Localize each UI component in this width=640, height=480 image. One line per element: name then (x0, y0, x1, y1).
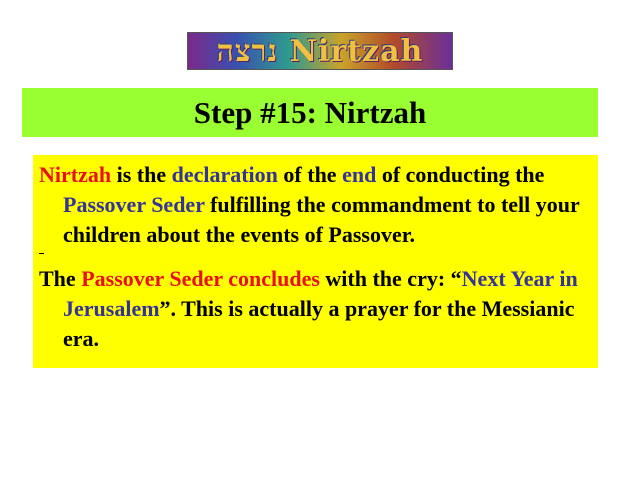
term-nirtzah: Nirtzah (39, 162, 112, 187)
page-title: Step #15: Nirtzah (193, 94, 427, 130)
term-passover-seder: Passover Seder (63, 192, 205, 217)
term-next-year-jerusalem: Next Year in Jerusalem (63, 266, 578, 321)
paragraph-spacer (39, 250, 592, 264)
term-declaration: declaration (171, 162, 278, 187)
text-fragment: with the cry: “ (319, 266, 462, 291)
text-fragment: The (39, 266, 82, 291)
text-fragment: of conducting the (376, 162, 545, 187)
title-bar (22, 88, 598, 137)
term-seder-concludes: Passover Seder concludes (81, 266, 320, 291)
text-fragment: is the (111, 162, 172, 187)
paragraph-conclusion (39, 264, 592, 354)
text-fragment: ”. This is actually a prayer for the Messianic era. (63, 296, 575, 351)
text-fragment: of the (277, 162, 343, 187)
term-end: end (342, 162, 377, 187)
paragraph-declaration (39, 160, 592, 250)
content-box (33, 155, 598, 368)
logo-text: נרצה Nirtzah (216, 33, 424, 69)
divider (39, 253, 44, 254)
text-fragment: fulfilling the commandment to tell your children about the events of Passover. (63, 192, 580, 247)
nirtzah-logo (187, 32, 453, 70)
